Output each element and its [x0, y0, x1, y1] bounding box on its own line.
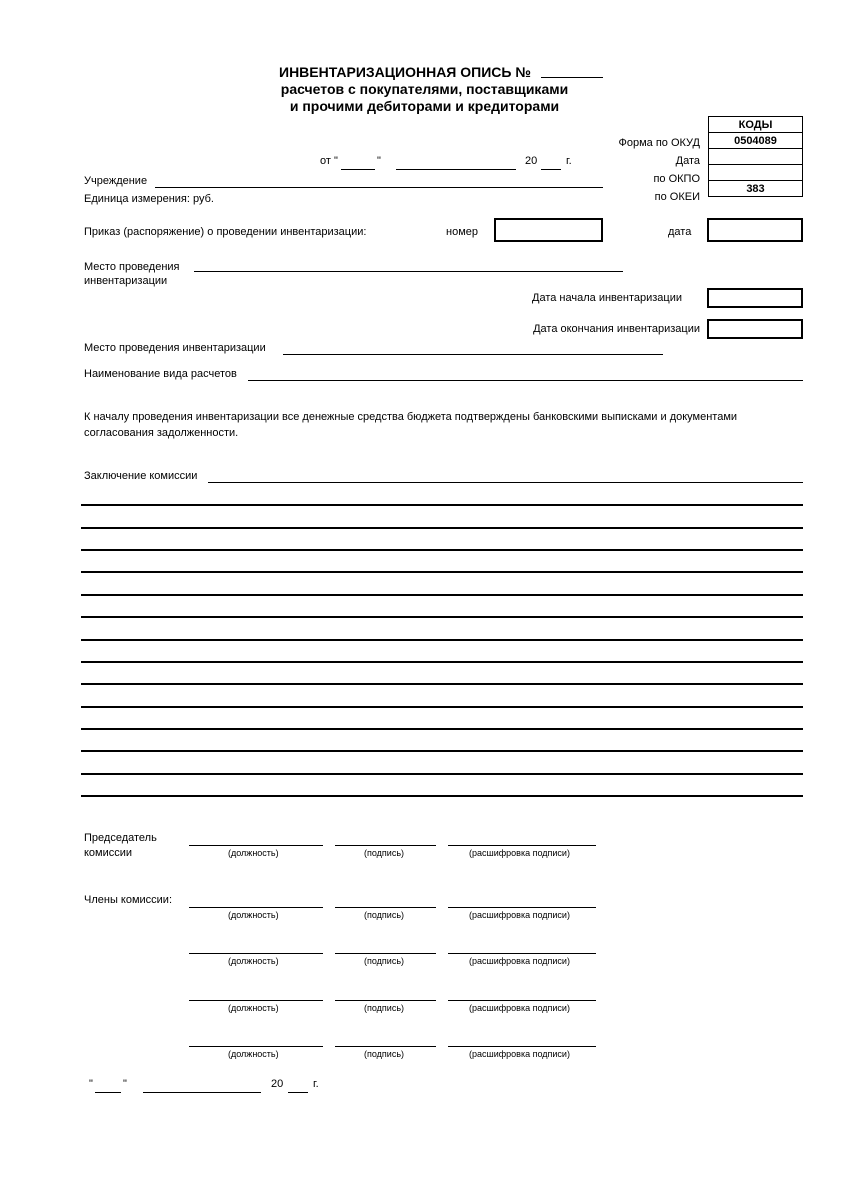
- conclusion-line[interactable]: [81, 728, 803, 730]
- conclusion-line[interactable]: [81, 773, 803, 775]
- date-code-label: Дата: [675, 155, 700, 167]
- member-signature-field[interactable]: [335, 1000, 436, 1001]
- statement-line-1: К началу проведения инвентаризации все денежные средства бюджета подтверждены банковскими выписками и документами: [84, 411, 738, 423]
- member-decoding-field[interactable]: [448, 1000, 596, 1001]
- order-number-label: номер: [446, 226, 478, 238]
- member-decoding-field[interactable]: [448, 1046, 596, 1047]
- position-caption: (должность): [228, 848, 279, 858]
- conclusion-line[interactable]: [81, 594, 803, 596]
- form-number-field[interactable]: [541, 77, 603, 78]
- chairman-signature-field[interactable]: [335, 845, 436, 846]
- decoding-caption: (расшифровка подписи): [469, 956, 570, 966]
- settlement-type-field[interactable]: [248, 380, 803, 381]
- place-label-1: Место проведения: [84, 261, 180, 273]
- footer-quote-open: ": [89, 1078, 93, 1090]
- date-year-field[interactable]: [541, 169, 561, 170]
- place2-field[interactable]: [283, 354, 663, 355]
- conclusion-line[interactable]: [81, 527, 803, 529]
- codes-header: КОДЫ: [709, 117, 803, 133]
- date-month-field[interactable]: [396, 169, 516, 170]
- place-field[interactable]: [194, 271, 623, 272]
- position-caption: (должность): [228, 910, 279, 920]
- position-caption: (должность): [228, 1049, 279, 1059]
- chairman-label-2: комиссии: [84, 847, 133, 859]
- order-date-label: дата: [668, 226, 692, 238]
- footer-year-suffix: г.: [313, 1078, 319, 1090]
- order-number-field[interactable]: [494, 218, 603, 242]
- okpo-code[interactable]: [709, 165, 803, 181]
- unit-label: Единица измерения: руб.: [84, 193, 214, 205]
- signature-caption: (подпись): [364, 956, 405, 966]
- order-date-field[interactable]: [707, 218, 803, 242]
- conclusion-line[interactable]: [81, 571, 803, 573]
- footer-year-prefix: 20: [271, 1078, 284, 1090]
- member-signature-field[interactable]: [335, 907, 436, 908]
- chairman-position-field[interactable]: [189, 845, 323, 846]
- conclusion-field[interactable]: [208, 482, 803, 483]
- conclusion-label: Заключение комиссии: [84, 470, 198, 482]
- date-from-label: от ": [320, 155, 338, 167]
- settlement-type-label: Наименование вида расчетов: [84, 368, 237, 380]
- position-caption: (должность): [228, 956, 279, 966]
- okpo-label: по ОКПО: [653, 173, 700, 185]
- chairman-decoding-field[interactable]: [448, 845, 596, 846]
- date-year-prefix: 20: [525, 155, 538, 167]
- codes-table: [708, 116, 803, 197]
- signature-caption: (подпись): [364, 848, 405, 858]
- member-position-field[interactable]: [189, 907, 323, 908]
- statement-line-2: согласования задолженности.: [84, 427, 239, 439]
- position-caption: (должность): [228, 1003, 279, 1013]
- date-code[interactable]: [709, 149, 803, 165]
- footer-day-field[interactable]: [95, 1092, 121, 1093]
- institution-label: Учреждение: [84, 175, 148, 187]
- conclusion-line[interactable]: [81, 549, 803, 551]
- date-day-field[interactable]: [341, 169, 375, 170]
- conclusion-line[interactable]: [81, 750, 803, 752]
- signature-caption: (подпись): [364, 910, 405, 920]
- end-date-label: Дата окончания инвентаризации: [533, 323, 700, 335]
- conclusion-line[interactable]: [81, 795, 803, 797]
- okei-label: по ОКЕИ: [654, 191, 700, 203]
- institution-field[interactable]: [155, 187, 603, 188]
- members-label: Члены комиссии:: [84, 894, 173, 906]
- member-signature-field[interactable]: [335, 1046, 436, 1047]
- member-position-field[interactable]: [189, 1000, 323, 1001]
- form-subtitle-2: и прочими дебиторами и кредиторами: [289, 98, 560, 114]
- order-label: Приказ (распоряжение) о проведении инвентаризации:: [84, 226, 367, 238]
- conclusion-line[interactable]: [81, 683, 803, 685]
- member-position-field[interactable]: [189, 953, 323, 954]
- decoding-caption: (расшифровка подписи): [469, 910, 570, 920]
- member-position-field[interactable]: [189, 1046, 323, 1047]
- member-signature-field[interactable]: [335, 953, 436, 954]
- member-decoding-field[interactable]: [448, 953, 596, 954]
- okud-label: Форма по ОКУД: [618, 137, 700, 149]
- conclusion-line[interactable]: [81, 706, 803, 708]
- form-subtitle-1: расчетов с покупателями, поставщиками: [280, 81, 569, 97]
- decoding-caption: (расшифровка подписи): [469, 848, 570, 858]
- footer-quote-close: ": [123, 1078, 127, 1090]
- place-label-2: инвентаризации: [84, 275, 168, 287]
- footer-year-field[interactable]: [288, 1092, 308, 1093]
- form-title: ИНВЕНТАРИЗАЦИОННАЯ ОПИСЬ №: [279, 64, 531, 80]
- conclusion-line[interactable]: [81, 639, 803, 641]
- chairman-label-1: Председатель: [84, 832, 157, 844]
- okei-code[interactable]: 383: [709, 181, 803, 197]
- signature-caption: (подпись): [364, 1049, 405, 1059]
- decoding-caption: (расшифровка подписи): [469, 1049, 570, 1059]
- signature-caption: (подпись): [364, 1003, 405, 1013]
- okud-code[interactable]: 0504089: [709, 133, 803, 149]
- date-quote-close: ": [377, 155, 381, 167]
- conclusion-line[interactable]: [81, 661, 803, 663]
- start-date-label: Дата начала инвентаризации: [532, 292, 682, 304]
- date-year-suffix: г.: [566, 155, 572, 167]
- decoding-caption: (расшифровка подписи): [469, 1003, 570, 1013]
- place2-label: Место проведения инвентаризации: [84, 342, 266, 354]
- start-date-field[interactable]: [707, 288, 803, 308]
- member-decoding-field[interactable]: [448, 907, 596, 908]
- end-date-field[interactable]: [707, 319, 803, 339]
- conclusion-line[interactable]: [81, 616, 803, 618]
- footer-month-field[interactable]: [143, 1092, 261, 1093]
- conclusion-line[interactable]: [81, 504, 803, 506]
